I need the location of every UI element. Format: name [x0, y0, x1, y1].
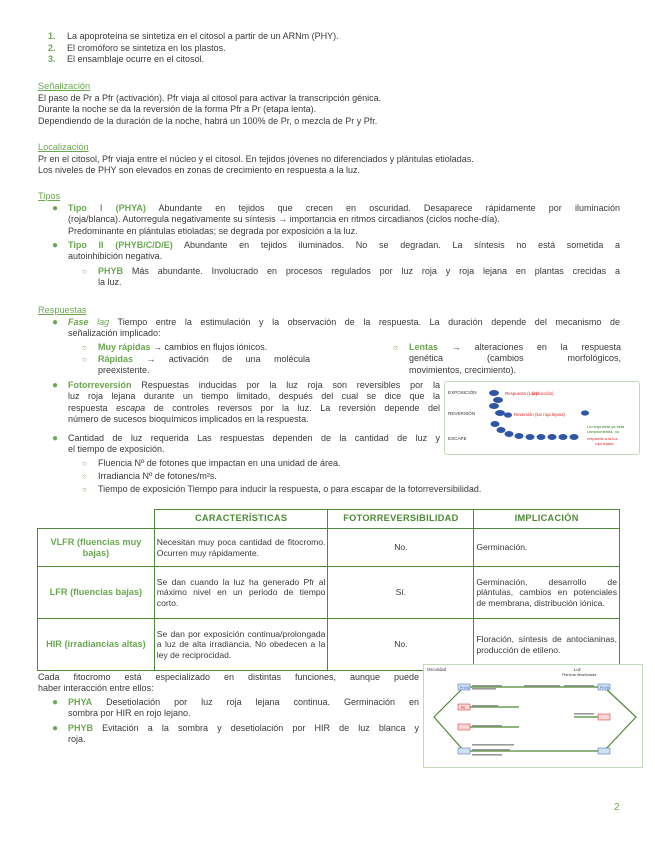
phya-function-text: PHYA Desetiolación por luz roja lejana continua. Germinación en sombra por HIR en rojo lejano.: [68, 697, 419, 719]
fig1-green-label-a: La respuesta ya está: [587, 424, 625, 429]
fig1-red-label-a: Respuesta (Luz): [505, 391, 538, 396]
bullet-icon: ●: [52, 723, 59, 734]
senalizacion-text: El paso de Pr a Pfr (activación). Pfr viaja al citosol para activar la transcripción génica. Durante la noche se da la reversión de la forma Pfr a Pr (etapa lenta). Dependiendo de la duración de la noche, habrá un 100% de Pr, o mezcla de Pr y Pfr.: [38, 93, 382, 126]
tiempo-exposicion-text: Tiempo de exposición Tiempo para inducir la respuesta, o para escapar de la fotorreversibilidad.: [98, 484, 482, 494]
fig2-light-label: Luz: [574, 667, 581, 672]
row-name: LFR (fluencias bajas): [38, 567, 155, 619]
irradiancia-text: Irradiancia Nº de fotones/m²s.: [98, 471, 217, 481]
fig1-row1-label: EXPOSICIÓN: [448, 390, 477, 395]
localizacion-text: Pr en el citosol, Pfr viaja entre el núcleo y el citosol. En tejidos jóvenes no diferenciados y plántulas etioladas. Los niveles de PHY son elevados en zonas de crecimiento en respuesta a la luz.: [38, 154, 474, 176]
fig2-pfr-node: Pfr: [461, 706, 466, 710]
fig1-row3-seeds: [491, 421, 579, 440]
fig1-row2-label: REVERSIÓN: [448, 411, 476, 416]
fig1-red-label-d: roja lejana: [595, 441, 614, 446]
fig1-red-label-b: (inducción): [532, 391, 554, 396]
fig1-row3-label: ESCAPE: [448, 436, 467, 441]
phyb-function-text: PHYB Evitación a la sombra y desetiolación por HIR de luz blanca y roja.: [68, 723, 419, 745]
table-header-empty: [38, 510, 155, 529]
fig2-nodes: [458, 684, 610, 754]
circle-bullet-icon: ○: [82, 343, 87, 352]
page-number: 2: [614, 802, 620, 813]
synthesis-steps: [48, 31, 339, 66]
circle-bullet-icon: ○: [82, 267, 87, 276]
circle-bullet-icon: ○: [82, 485, 87, 494]
section-title-respuestas: Respuestas: [38, 305, 87, 315]
row-caracteristicas: Se dan por exposición continua/prolongada a luz de alta irradiancia. No obedecen a la ley de reciprocidad.: [154, 619, 328, 671]
fotorreversion-text: Fotorreversión Respuestas inducidas por la luz roja son reversibles por la luz roja lejana durante un tiempo limitado, después del cual se dice que la respuesta escapa de controles reversos por la luz. La reversión depende del número de sucesos bioquímicos implicados en la respuesta.: [68, 380, 440, 425]
bullet-icon: ●: [52, 240, 59, 251]
table-row: [38, 619, 620, 671]
row-caracteristicas: Necesitan muy poca cantidad de fitocromo. Ocurren muy rápidamente.: [154, 529, 328, 567]
row-fotorreversibilidad: No.: [328, 619, 474, 671]
fig1-mid-label: Reversión (luz roja lejana): [514, 412, 566, 417]
section-title-senalizacion: Señalización: [38, 81, 91, 91]
table-header-implicacion: IMPLICACIÓN: [474, 510, 620, 529]
table-row: [38, 567, 620, 619]
circle-bullet-icon: ○: [393, 343, 398, 352]
table-row: [38, 529, 620, 567]
fig2-phyb-node: PHYB: [600, 686, 610, 690]
section-title-localizacion: Localización: [38, 142, 89, 152]
bullet-icon: ●: [52, 380, 59, 391]
response-types-table: [37, 509, 620, 671]
circle-bullet-icon: ○: [82, 472, 87, 481]
muy-rapidas-text: Muy rápidas → cambios en flujos iónicos.: [98, 342, 268, 352]
bullet-icon: ●: [52, 203, 59, 214]
row-implicacion: Floración, síntesis de antocianinas, producción de etileno.: [474, 619, 620, 671]
circle-bullet-icon: ○: [82, 355, 87, 364]
closing-text: Cada fitocromo está especializado en distintas funciones, aunque puede haber interacción entre ellos:: [38, 672, 419, 694]
bullet-icon: ●: [52, 433, 59, 444]
bullet-icon: ●: [52, 317, 59, 328]
step-item: 3. El ensamblaje ocurre en el citosol.: [48, 54, 205, 65]
fase-lag-text: Fase lag Tiempo entre la estimulación y la observación de la respuesta. La duración depende del mecanismo de señalización implicado:: [68, 317, 620, 339]
fig1-green-label-b: comprometida, no: [587, 429, 620, 434]
section-title-tipos: Tipos: [38, 191, 61, 201]
row-name: HIR (irradiancias altas): [38, 619, 155, 671]
tipo1-text: Tipo I (PHYA) Abundante en tejidos que crecen en oscuridad. Desaparece rápidamente por iluminación (roja/blanca). Autorregula negativamente su síntesis → importancia en ritmos circadianos (ciclos noche-día). Predominante en plántulas etioladas; se degrada por exposición a la luz.: [68, 203, 620, 236]
cantidad-luz-text: Cantidad de luz requerida Las respuestas dependen de la cantidad de luz y el tiempo de exposición.: [68, 433, 440, 455]
circle-bullet-icon: ○: [82, 459, 87, 468]
fig2-phya-node: PHYA: [460, 686, 469, 690]
row-name: VLFR (fluencias muy bajas): [38, 529, 155, 567]
row-caracteristicas: Se dan cuando la luz ha generado Pfr al máximo nivel en un periodo de tiempo corto.: [154, 567, 328, 619]
step-item: 1. La apoproteína se sintetiza en el citosol a partir de un ARNm (PHY).: [48, 31, 339, 41]
phytochrome-interaction-figure: [423, 664, 643, 768]
fotorreversion-diagram: [445, 382, 641, 456]
fluencia-text: Fluencia Nº de fotones que impactan en una unidad de área.: [98, 458, 341, 468]
fig2-dark-label: Oscuridad: [427, 667, 447, 672]
fig1-row1-seeds: [489, 390, 503, 403]
phytochrome-diagram: [424, 665, 644, 769]
table-header-fotorreversibilidad: FOTORREVERSIBILIDAD: [328, 510, 474, 529]
row-fotorreversibilidad: No.: [328, 529, 474, 567]
table-header-caracteristicas: CARACTERÍSTICAS: [154, 510, 328, 529]
fotorreversion-figure: [444, 381, 640, 455]
lentas-text: Lentas → alteraciones en la respuesta genética (cambios morfológicos, movimientos, crecimiento).: [409, 342, 621, 375]
step-item: 2. El cromóforo se sintetiza en los plastos.: [48, 42, 226, 53]
row-implicacion: Germinación, desarrollo de plántulas, cambios en potenciales de membrana, distribución iónica.: [474, 567, 620, 619]
row-fotorreversibilidad: Sí.: [328, 567, 474, 619]
fig2-small-text-lines: [472, 685, 594, 756]
row-implicacion: Germinación.: [474, 529, 620, 567]
rapidas-text: Rápidas → activación de una molécula preexistente.: [98, 354, 310, 376]
table-header-row: [38, 510, 620, 529]
phyb-text: PHYB Más abundante. Involucrado en procesos regulados por luz roja y roja lejana en plantas crecidas a la luz.: [98, 266, 620, 288]
fig1-red-label-c: responde a la luz: [587, 436, 618, 441]
bullet-icon: ●: [52, 697, 59, 708]
tipo2-text: Tipo II (PHYB/C/D/E) Abundante en tejidos iluminados. No se degradan. La síntesis no está sometida a autoinhibición negativa.: [68, 240, 620, 262]
fig2-deetiolated-label: Plántula desetiolada: [562, 673, 597, 677]
